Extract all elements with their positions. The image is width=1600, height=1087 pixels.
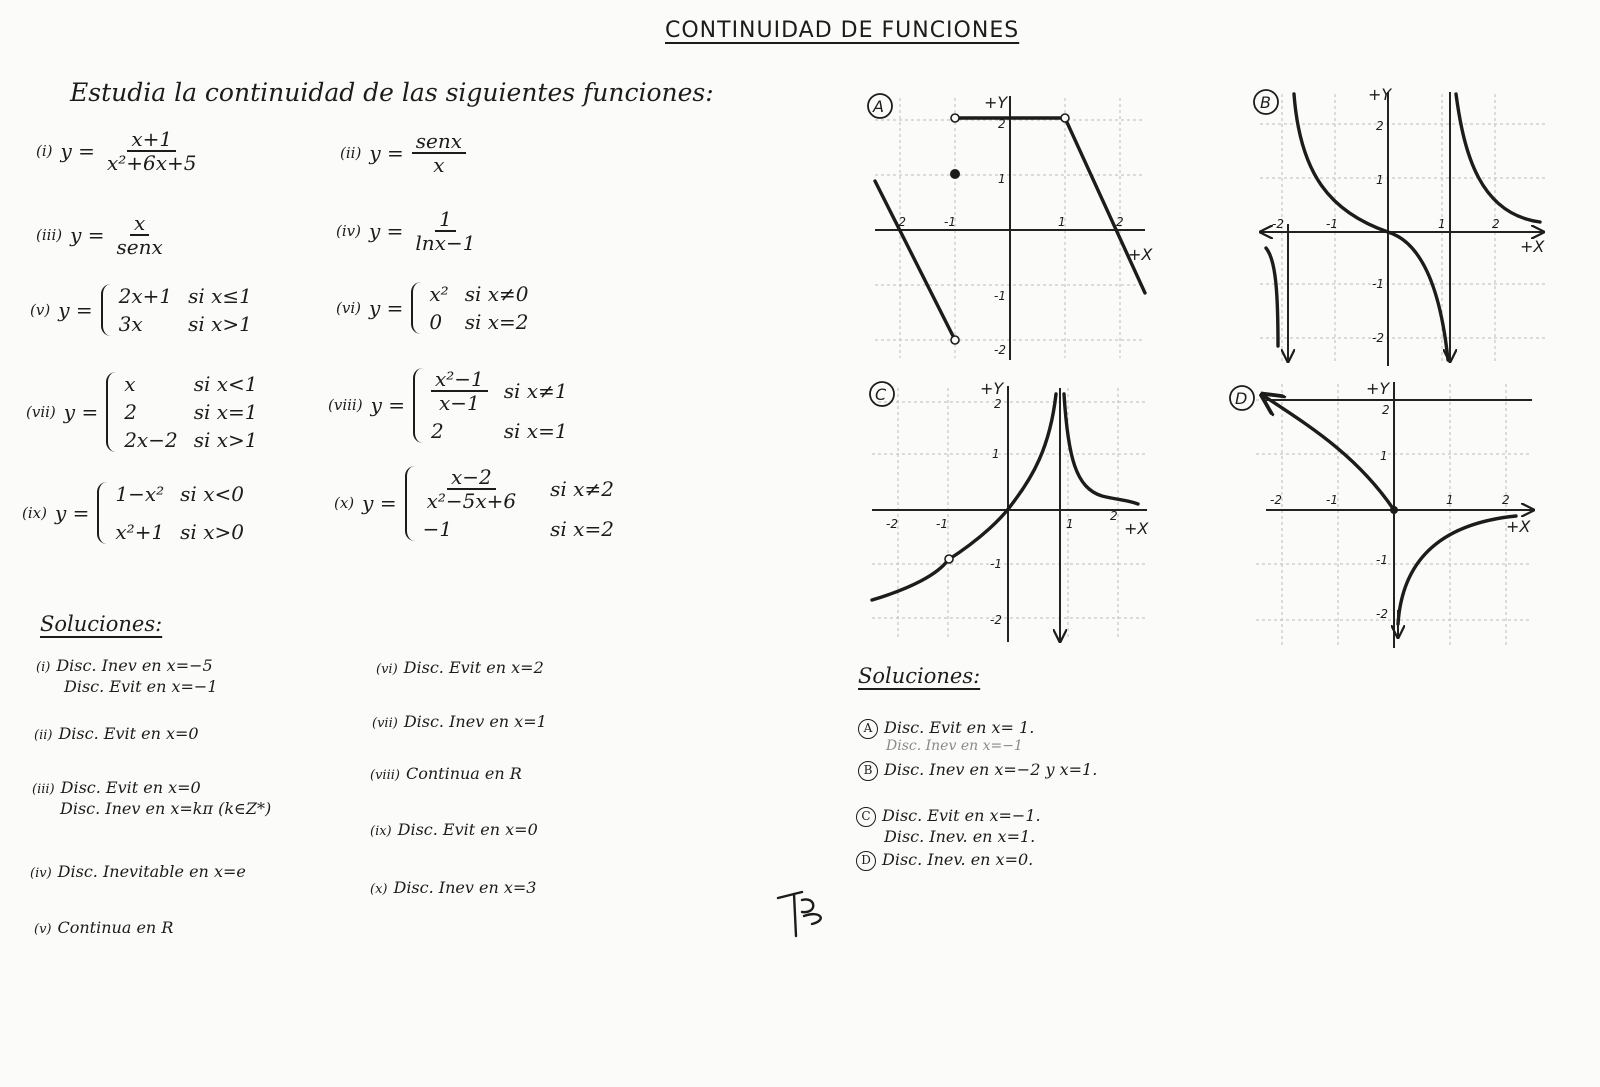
piecewise: [101, 284, 252, 336]
y-tick: 2: [994, 397, 1002, 411]
graph-b: [1250, 84, 1550, 369]
exercise-label: (x): [334, 494, 355, 513]
piecewise: [413, 368, 568, 443]
denominator: x²+6x+5: [106, 151, 197, 176]
grid: [1260, 94, 1545, 364]
numerator: x²−1: [431, 368, 488, 392]
solution-v: [34, 918, 173, 939]
fraction: [113, 212, 167, 259]
case-expr: 2x−2: [124, 428, 178, 452]
x-tick: -2: [1272, 217, 1284, 231]
solution-vii: [372, 712, 547, 733]
instruction: Estudia la continuidad de las siguientes funciones:: [70, 78, 714, 107]
y-tick: -2: [994, 343, 1006, 357]
exercise-label: (viii): [328, 396, 363, 415]
solution-label: (vii): [372, 716, 398, 731]
lhs: y =: [368, 219, 404, 244]
graph-c: [862, 378, 1152, 643]
exercise-label: (i): [36, 142, 53, 161]
fraction: [103, 128, 201, 175]
exercise-viii: [328, 368, 568, 443]
solution-ix: [370, 820, 538, 841]
curve-left: [875, 181, 955, 340]
solution-label: (iv): [30, 866, 52, 881]
case-cond: si x>1: [193, 428, 258, 452]
numerator: senx: [412, 130, 466, 154]
y-tick: -1: [1376, 553, 1388, 567]
solution-line: Disc. Evit en x= 1.: [884, 718, 1035, 737]
case-fraction: [431, 368, 488, 415]
brace: [411, 282, 423, 334]
x-axis-label: +X: [1124, 519, 1149, 538]
solution-c: [856, 806, 1041, 848]
lhs: y =: [369, 141, 404, 166]
curve-middle: [1294, 94, 1448, 360]
x-tick: -1: [936, 517, 948, 531]
solution-line: Disc. Evit en x=0: [58, 724, 199, 743]
brace: [413, 368, 425, 443]
denominator: lnx−1: [415, 231, 476, 256]
graph-d: [1226, 374, 1536, 649]
lhs: y =: [63, 400, 99, 424]
case-cond: si x=2: [464, 310, 529, 334]
case-expr: 2x+1: [118, 284, 173, 308]
solutions-heading-right: Soluciones:: [858, 664, 981, 688]
exercise-vii: [26, 372, 257, 452]
exercise-label: (iv): [336, 222, 361, 241]
curve-right: [1398, 516, 1516, 624]
brace: [101, 284, 113, 336]
y-tick: 2: [1382, 403, 1390, 417]
solution-line: Continua en R: [57, 918, 174, 937]
solution-iii: [32, 778, 271, 820]
solution-letter: B: [858, 761, 878, 781]
lhs: y =: [60, 139, 95, 164]
solution-line: Continua en R: [405, 764, 522, 783]
curve-right: [1065, 118, 1145, 293]
x-axis-label: +X: [1128, 245, 1153, 264]
solution-label: (viii): [370, 768, 400, 783]
piecewise: [411, 282, 528, 334]
case-expr: x: [124, 372, 136, 396]
case-expr: −1: [422, 516, 453, 541]
case-cond: si x<1: [193, 372, 258, 396]
exercise-i: [36, 128, 200, 175]
x-tick: 2: [1116, 215, 1124, 229]
solution-line: Disc. Inev. en x=0.: [882, 850, 1034, 869]
solution-line: Disc. Evit en x=2: [403, 658, 544, 677]
solution-label: (iii): [32, 782, 55, 797]
exercise-iii: [36, 212, 167, 259]
solution-label: (ix): [370, 824, 392, 839]
case-cond: si x≤1: [188, 284, 252, 308]
x-axis-label: +X: [1520, 237, 1545, 256]
exercise-iv: [336, 208, 479, 255]
y-tick: 1: [1376, 173, 1384, 187]
lhs: y =: [70, 223, 105, 248]
numerator: x−2: [447, 466, 496, 490]
x-tick: 1: [1058, 215, 1066, 229]
brace: [106, 372, 118, 452]
solution-line: Disc. Inevitable en x=e: [57, 862, 246, 881]
y-axis-label: +Y: [1368, 85, 1392, 104]
y-tick: 2: [1376, 119, 1384, 133]
solution-line: Disc. Evit en x=−1: [64, 676, 218, 696]
case-cond: si x>0: [180, 520, 244, 544]
x-tick: -1: [944, 215, 956, 229]
lhs: y =: [370, 393, 405, 418]
x-tick: -1: [1326, 493, 1338, 507]
graph-letter: B: [1260, 93, 1271, 112]
case-expr: 2: [124, 400, 137, 424]
y-tick: -1: [994, 289, 1006, 303]
solution-letter: A: [858, 719, 878, 739]
solution-line: Disc. Inev en x=−1: [886, 737, 1023, 754]
lhs: y =: [368, 296, 404, 320]
y-tick: -1: [1372, 277, 1384, 291]
solution-label: (i): [36, 660, 51, 675]
signature-mark: [772, 880, 832, 940]
x-tick: -2: [886, 517, 898, 531]
denominator: x²−5x+6: [426, 489, 517, 514]
exercise-vi: [336, 282, 528, 334]
y-tick: 2: [998, 117, 1006, 131]
solutions-heading-left: Soluciones:: [40, 612, 163, 636]
exercise-x: [334, 466, 614, 541]
solution-line: Disc. Inev en x=kπ (k∈Z*): [60, 798, 272, 818]
y-axis-label: +Y: [980, 379, 1004, 398]
solution-line: Disc. Inev en x=−2 y x=1.: [884, 760, 1098, 779]
exercise-label: (v): [30, 301, 51, 319]
grid: [872, 388, 1147, 640]
exercise-label: (iii): [36, 226, 63, 245]
curve-right: [1064, 394, 1138, 504]
y-tick: 1: [992, 447, 1000, 461]
open-point: [1061, 114, 1069, 122]
solution-line: Disc. Inev en x=3: [393, 878, 537, 897]
x-tick: -2: [1270, 493, 1282, 507]
y-tick: -2: [990, 613, 1002, 627]
piecewise: [106, 372, 257, 452]
y-axis-label: +Y: [984, 93, 1008, 112]
exercise-ii: [340, 130, 466, 177]
lhs: y =: [362, 491, 397, 516]
open-point: [945, 555, 953, 563]
graph-letter: A: [873, 97, 884, 116]
solution-b: [858, 760, 1097, 781]
lhs: y =: [58, 298, 93, 322]
open-point: [951, 114, 959, 122]
case-cond: si x≠1: [503, 379, 568, 404]
solution-label: (x): [370, 882, 388, 897]
denominator: x−1: [439, 391, 480, 416]
piecewise: [405, 466, 614, 541]
solution-label: (ii): [34, 728, 53, 743]
y-tick: -2: [1376, 607, 1388, 621]
piecewise: [97, 482, 244, 544]
lhs: y =: [54, 501, 90, 525]
numerator: 1: [435, 208, 456, 232]
solution-letter: D: [856, 851, 876, 871]
solution-x: [370, 878, 536, 899]
x-tick: 2: [1492, 217, 1500, 231]
solution-line: Disc. Evit en x=0: [60, 778, 201, 797]
x-tick: 1: [1446, 493, 1454, 507]
case-fraction: [423, 466, 521, 513]
brace: [405, 466, 417, 541]
graph-letter: D: [1235, 389, 1248, 408]
x-tick: 1: [1438, 217, 1446, 231]
solution-a: [858, 718, 1034, 753]
solution-line: Disc. Inev en x=1: [403, 712, 547, 731]
solution-line: Disc. Evit en x=0: [397, 820, 538, 839]
solution-label: (vi): [376, 662, 398, 677]
filled-point: [1390, 506, 1398, 514]
case-expr: 0: [429, 310, 443, 334]
solution-viii: [370, 764, 522, 785]
case-cond: si x=1: [193, 400, 258, 424]
y-tick: 1: [1380, 449, 1388, 463]
graph-a: [860, 88, 1153, 363]
page-title: CONTINUIDAD DE FUNCIONES: [665, 18, 1020, 43]
exercise-label: (vii): [26, 403, 56, 421]
exercise-label: (ii): [340, 144, 362, 163]
x-tick: -1: [1326, 217, 1338, 231]
fraction: [411, 208, 479, 255]
open-point: [951, 336, 959, 344]
case-cond: si x=2: [550, 516, 614, 541]
y-tick: -1: [990, 557, 1002, 571]
solution-ii: [34, 724, 199, 745]
case-expr: 1−x²: [115, 482, 165, 506]
case-expr: 3x: [118, 312, 143, 336]
fraction: [412, 130, 466, 177]
solution-line: Disc. Inev. en x=1.: [884, 826, 1036, 846]
y-tick: 1: [998, 172, 1006, 186]
solution-line: Disc. Inev en x=−5: [56, 656, 213, 675]
solution-line: Disc. Evit en x=−1.: [882, 806, 1041, 825]
solution-vi: [376, 658, 544, 679]
solution-d: [856, 850, 1033, 871]
exercise-label: (ix): [22, 504, 47, 522]
curve-left: [1266, 248, 1278, 346]
numerator: x: [130, 212, 149, 236]
x-tick: 2: [1110, 509, 1118, 523]
denominator: x: [433, 153, 445, 178]
numerator: x+1: [127, 128, 176, 152]
x-tick: -2: [894, 215, 906, 229]
case-cond: si x≠0: [464, 282, 529, 306]
case-cond: si x<0: [180, 482, 244, 506]
curve-left: [872, 394, 1056, 600]
y-tick: -2: [1372, 331, 1384, 345]
case-expr: 2: [431, 418, 444, 443]
solution-iv: [30, 862, 246, 883]
denominator: senx: [116, 235, 163, 260]
brace: [97, 482, 109, 544]
exercise-ix: [22, 482, 244, 544]
case-expr: x²: [429, 282, 449, 306]
case-cond: si x≠2: [550, 477, 614, 502]
solution-i: [36, 656, 218, 698]
case-cond: si x>1: [188, 312, 252, 336]
exercise-v: [30, 284, 252, 336]
x-axis-label: +X: [1506, 517, 1531, 536]
filled-point: [950, 169, 960, 179]
x-tick: 1: [1066, 517, 1074, 531]
solution-label: (v): [34, 922, 52, 937]
x-tick: 2: [1502, 493, 1510, 507]
solution-letter: C: [856, 807, 876, 827]
exercise-label: (vi): [336, 299, 361, 317]
graph-letter: C: [875, 385, 887, 404]
y-axis-label: +Y: [1366, 379, 1390, 398]
case-expr: x²+1: [115, 520, 165, 544]
curve-right: [1456, 94, 1540, 222]
case-cond: si x=1: [503, 418, 568, 443]
